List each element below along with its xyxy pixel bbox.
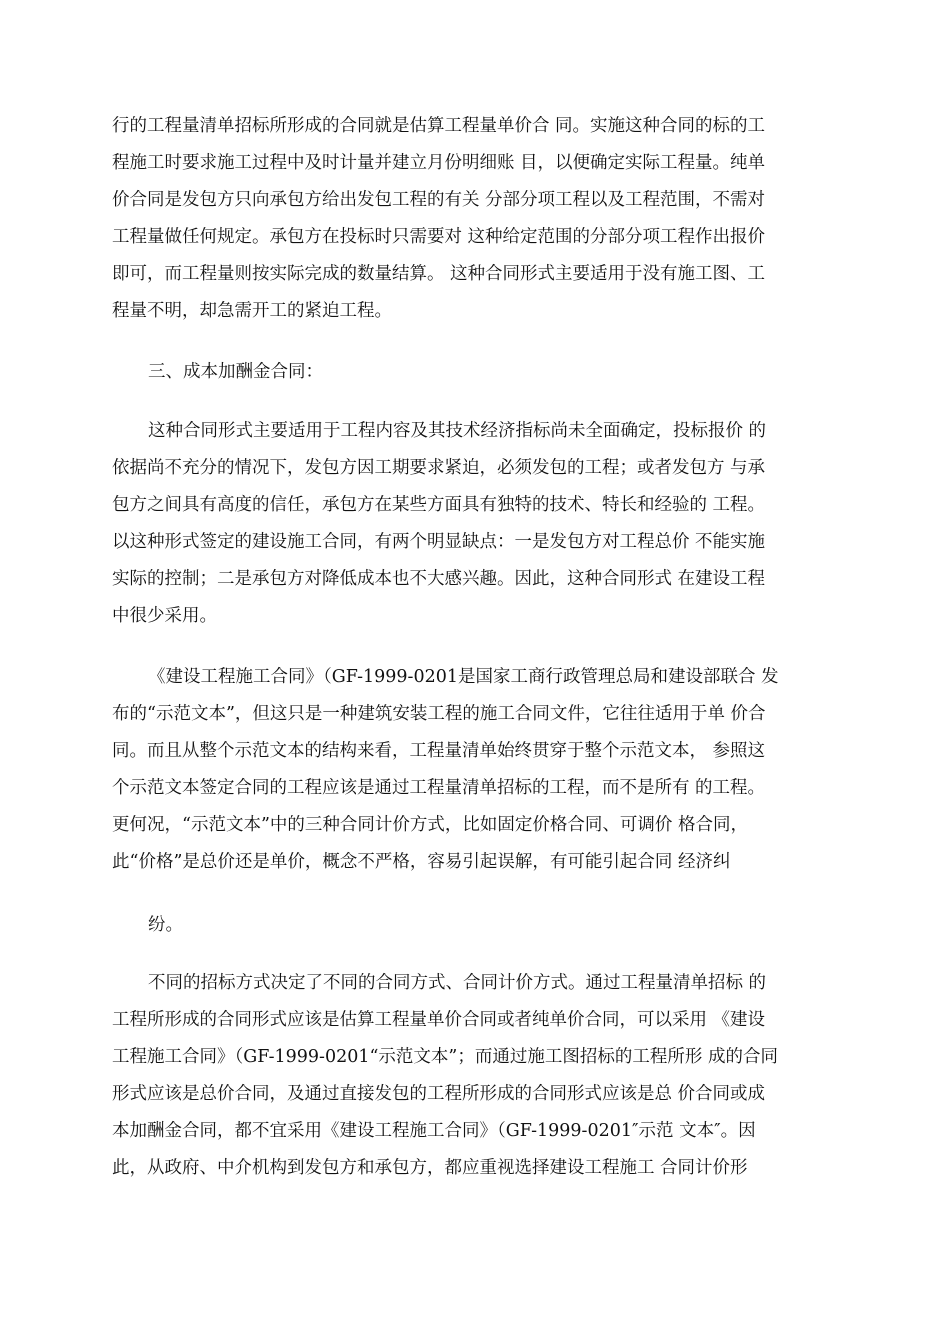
paragraph-fragment: [112, 907, 842, 944]
text-line: 《建设工程施工合同》（GF-1999-0201是国家工商行政管理总局和建设部联合 发: [148, 667, 779, 687]
text-line: 工程量做任何规定。承包方在投标时只需要对 这种给定范围的分部分项工程作出报价: [112, 227, 766, 247]
paragraph-cost-plus-contract: [112, 413, 842, 635]
text-line: 程量不明，却急需开工的紧迫工程。: [112, 301, 392, 321]
text-line: 同。而且从整个示范文本的结构来看，工程量清单始终贯穿于整个示范文本， 参照这: [112, 741, 766, 761]
text-line: 不同的招标方式决定了不同的合同方式、合同计价方式。通过工程量清单招标 的: [148, 973, 767, 993]
text-line: 个示范文本签定合同的工程应该是通过工程量清单招标的工程，而不是所有 的工程。: [112, 778, 766, 798]
text-line: 程施工时要求施工过程中及时计量并建立月份明细账 目，以便确定实际工程量。纯单: [112, 153, 766, 173]
text-line: 价合同是发包方只向承包方给出发包工程的有关 分部分项工程以及工程范围，不需对: [112, 190, 766, 210]
paragraph-model-text: [112, 659, 842, 881]
text-line: 中很少采用。: [112, 606, 217, 626]
text-line: 包方之间具有高度的信任，承包方在某些方面具有独特的技术、特长和经验的 工程。: [112, 495, 766, 515]
paragraph-bidding-methods: [112, 965, 842, 1187]
text-line: 此，从政府、中介机构到发包方和承包方，都应重视选择建设工程施工 合同计价形: [112, 1158, 748, 1178]
paragraph-unit-price-contract: [112, 108, 842, 330]
text-line: 更何况，“示范文本”中的三种合同计价方式，比如固定价格合同、可调价 格合同，: [112, 815, 748, 835]
section-heading: 三、成本加酬金合同：: [148, 362, 323, 382]
text-line: 布的“示范文本”，但这只是一种建筑安装工程的施工合同文件，它往往适用于单 价合: [112, 704, 766, 724]
text-line: 这种合同形式主要适用于工程内容及其技术经济指标尚未全面确定，投标报价 的: [148, 421, 767, 441]
text-line: 形式应该是总价合同，及通过直接发包的工程所形成的合同形式应该是总 价合同或成: [112, 1084, 766, 1104]
text-line: 以这种形式签定的建设施工合同，有两个明显缺点：一是发包方对工程总价 不能实施: [112, 532, 766, 552]
text-line: 实际的控制；二是承包方对降低成本也不大感兴趣。因此，这种合同形式 在建设工程: [112, 569, 766, 589]
text-line: 纷。: [148, 915, 183, 935]
text-line: 依据尚不充分的情况下，发包方因工期要求紧迫，必须发包的工程；或者发包方 与承: [112, 458, 766, 478]
text-line: 工程所形成的合同形式应该是估算工程量单价合同或者纯单价合同，可以采用 《建设: [112, 1010, 766, 1030]
text-line: 工程施工合同》（GF-1999-0201“示范文本”；而通过施工图招标的工程所形 成的合同: [112, 1047, 778, 1067]
section-heading-3: [112, 354, 842, 391]
text-line: 本加酬金合同，都不宜采用《建设工程施工合同》（GF-1999-0201″示范 文本″。因: [112, 1121, 756, 1141]
text-line: 此“价格”是总价还是单价，概念不严格，容易引起误解，有可能引起合同 经济纠: [112, 852, 731, 872]
text-line: 行的工程量清单招标所形成的合同就是估算工程量单价合 同。实施这种合同的标的工: [112, 116, 766, 136]
text-line: 即可，而工程量则按实际完成的数量结算。 这种合同形式主要适用于没有施工图、工: [112, 264, 766, 284]
